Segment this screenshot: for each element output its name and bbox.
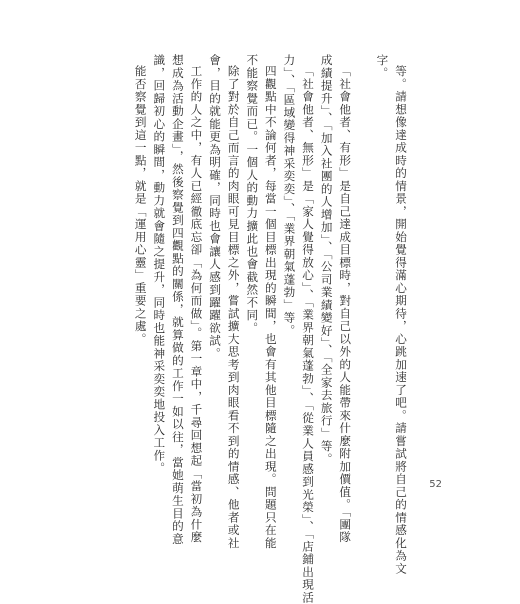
text-column: 「社會他者、無形」是「家人覺得放心」、「業界朝氣蓬勃」、「從業人員感到光榮」、「店鋪出現活 [301, 65, 316, 604]
text-column: 想成為活動企畫」，然後察覺到四觀點的關係，就算做的工作一如以往，當她萌生目的意 [170, 53, 185, 546]
paragraph-gap [354, 42, 373, 467]
text-column: 等。請想像達成時的情景，開始覺得滿心期待，心跳加速了吧。請嘗試將自己的情感化為文 [394, 65, 408, 576]
text-column: 除了對於自己而言的肉眼可見目標之外，嘗試擴大思考到肉眼看不到的情感、他者或社 [226, 65, 241, 550]
text-column: 四觀點中不論何者，每當一個目標出現的瞬間，也會有其他目標隨之出現。問題只在能 [263, 65, 278, 550]
text-column: 會，目的就能更為明確，同時也會讓人感到躍躍欲試。 [208, 53, 223, 360]
text-column: 不能察覺而已。一個人的動力擴此也會截然不同。 [245, 53, 260, 335]
text-column: 「社會他者、有形」是自己達成目標時，對自己以外的人能帶來什麼附加價值。「團隊 [338, 65, 353, 544]
text-column: 力」、「區域變得神采奕奕」、「業界朝氣蓬勃」等。 [282, 53, 297, 337]
text-column: 成績提升」、「加入社團的人增加」、「公司業績變好」、「全家去旅行」等。 [319, 53, 334, 466]
vertical-text-body [131, 42, 410, 604]
text-column: 能否察覺到這一點，就是「運用心靈」重要之處。 [133, 65, 148, 346]
text-column: 字。 [375, 53, 390, 80]
text-column: 工作的人之中，有人已經徹底忘卻「為何而做」。第一章中，千尋回想起「當初為什麼 [189, 65, 204, 544]
page-number: 52 [429, 479, 442, 490]
text-column: 識，回歸初心的瞬間，動力就會隨之提升，同時也能神采奕奕地投入工作。 [152, 53, 167, 475]
